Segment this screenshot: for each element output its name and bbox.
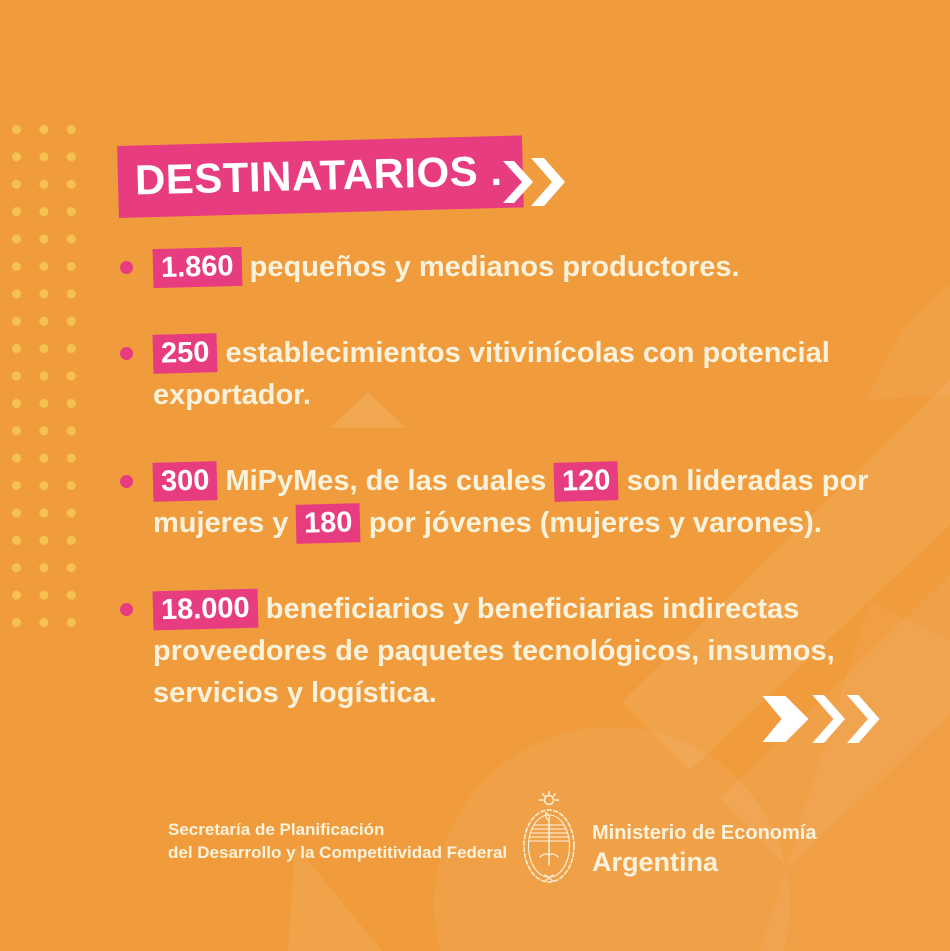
bullet-dot: [120, 347, 133, 360]
bullet-text-segment: MiPyMes, de las cuales: [217, 465, 555, 497]
argentina-coat-of-arms-icon: [518, 791, 580, 889]
bullet-item: [120, 332, 900, 416]
bullet-text-segment: servicios y logística.: [153, 677, 437, 709]
bullet-list: [120, 246, 900, 758]
bullet-text-segment: proveedores de paquetes tecnológicos, insumos,: [153, 635, 835, 667]
ministry-text: [592, 820, 816, 878]
bullet-text: [153, 332, 830, 416]
triple-chevron-right-icon: [762, 695, 880, 743]
bullet-text-segment: exportador.: [153, 379, 311, 411]
highlight-number: 300: [153, 461, 218, 502]
dot-pattern: [11, 124, 94, 645]
bullet-text: [153, 588, 835, 714]
bullet-text-segment: establecimientos vitivinícolas con potencial: [217, 337, 830, 369]
double-chevron-right-icon: [501, 157, 565, 207]
ministry-country: Argentina: [592, 847, 719, 877]
ministry-name: Ministerio de Economía: [592, 822, 817, 844]
bullet-text-segment: pequeños y medianos productores.: [241, 251, 740, 283]
bullet-text: [153, 246, 740, 288]
bullet-text-segment: mujeres y: [153, 507, 297, 539]
secretariat-text: [168, 818, 507, 864]
title-banner: [117, 135, 523, 218]
bullet-item: [120, 460, 900, 544]
bullet-text: [153, 460, 868, 544]
highlight-number: 1.860: [153, 247, 243, 288]
highlight-number: 250: [153, 333, 218, 374]
page-title: DESTINATARIOS .: [134, 146, 504, 204]
highlight-number: 120: [554, 461, 619, 502]
bullet-dot: [120, 261, 133, 274]
bullet-text-segment: son lideradas por: [618, 465, 869, 497]
bullet-dot: [120, 603, 133, 616]
secretariat-line2: del Desarrollo y la Competitividad Federal: [168, 843, 508, 862]
highlight-number: 18.000: [153, 589, 259, 631]
bullet-text-segment: por jóvenes (mujeres y varones).: [360, 507, 822, 539]
highlight-number: 180: [296, 503, 361, 544]
bullet-text-segment: beneficiarios y beneficiarias indirectas: [257, 593, 800, 625]
secretariat-line1: Secretaría de Planificación: [168, 820, 385, 839]
bullet-dot: [120, 475, 133, 488]
bullet-item: [120, 246, 900, 288]
